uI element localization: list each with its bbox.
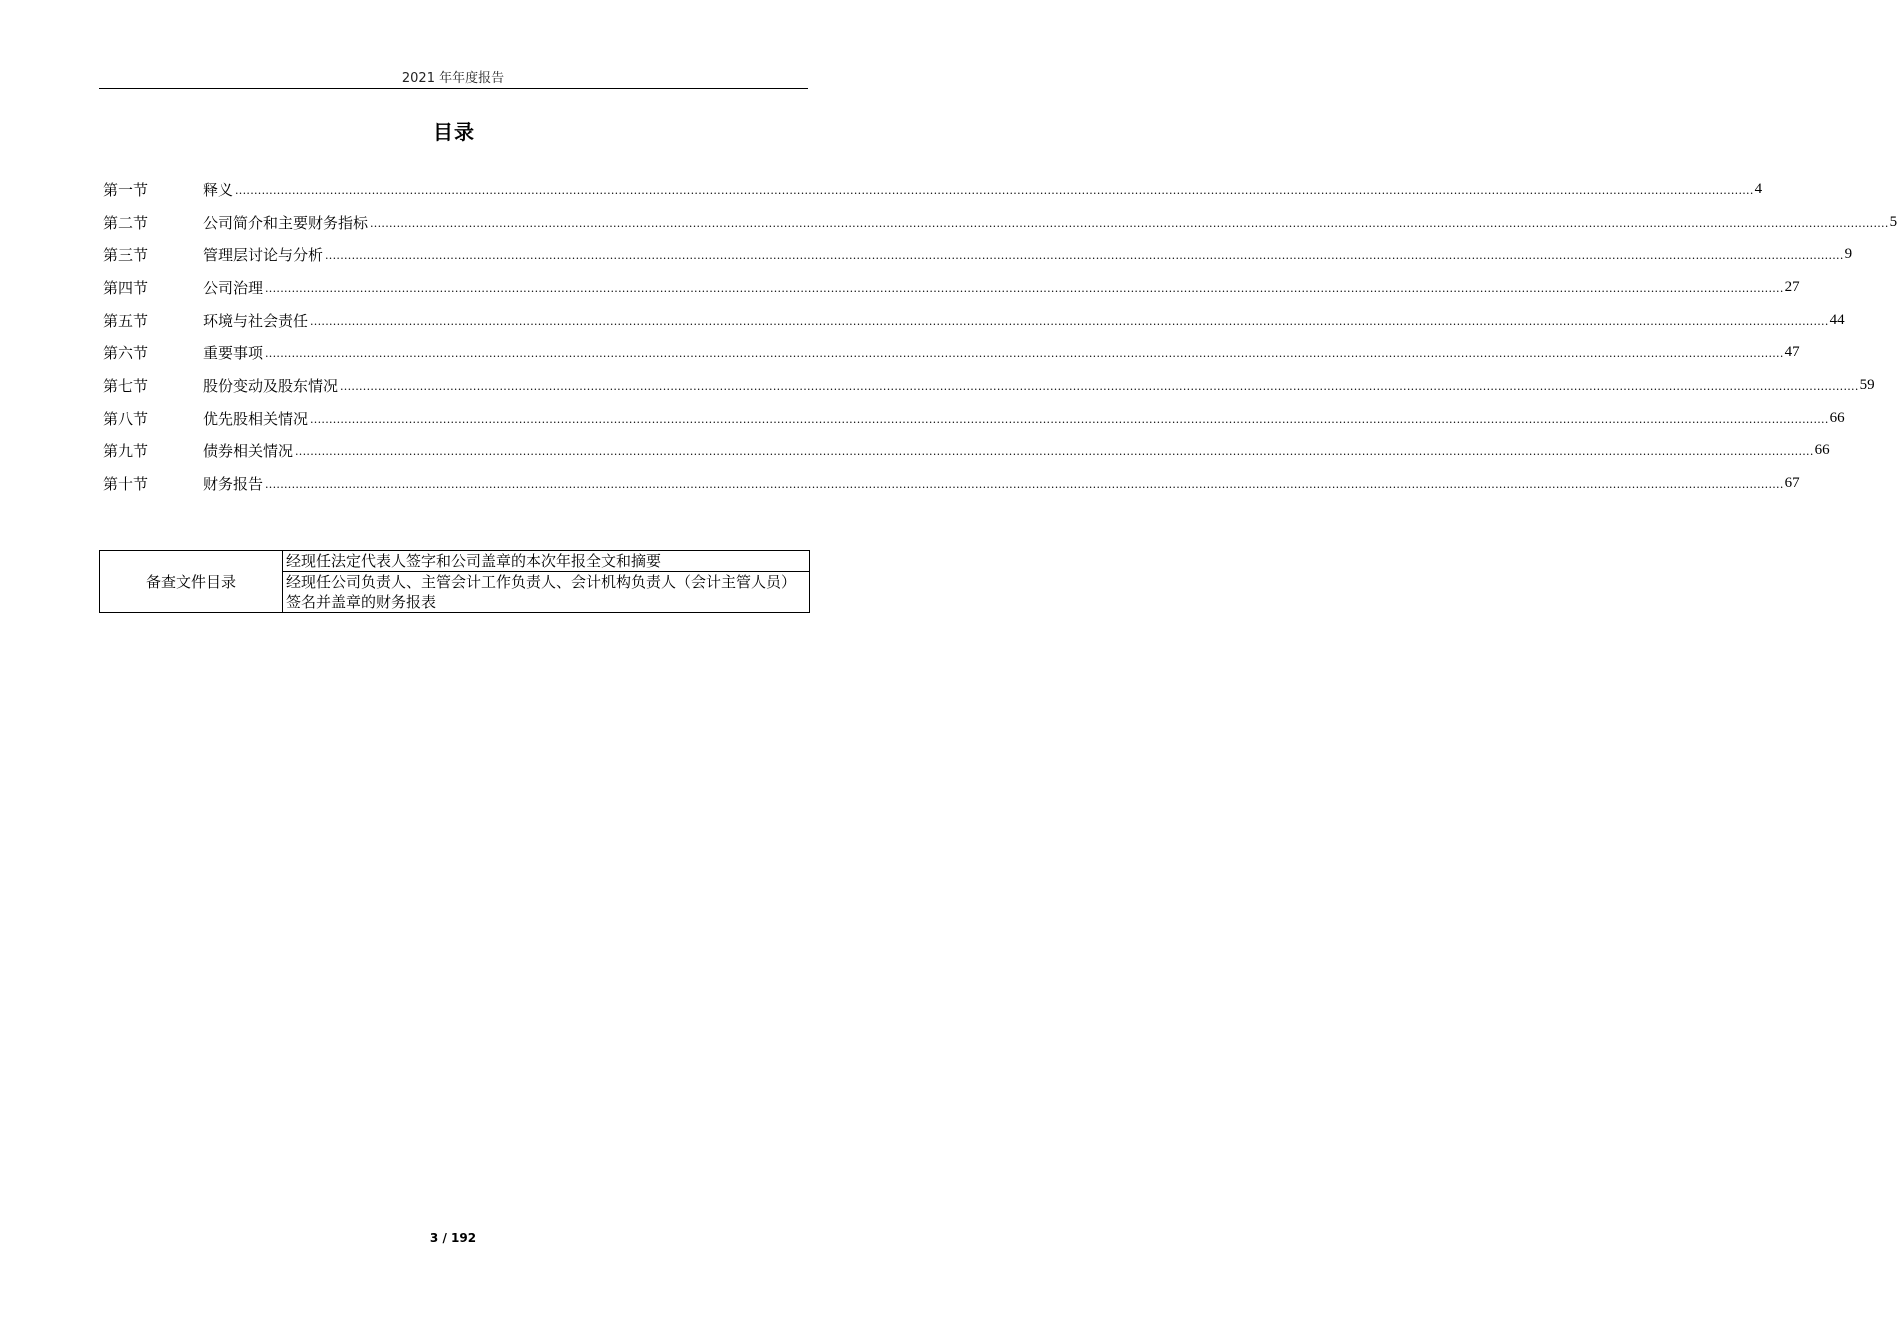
header-divider [99, 88, 808, 89]
toc-section-number: 第一节 [103, 180, 149, 199]
table-row [100, 551, 810, 572]
toc-section-number: 第八节 [103, 409, 149, 428]
toc-section-number: 第七节 [103, 376, 149, 395]
toc-page-number: 4 [1754, 180, 1763, 197]
toc-entry[interactable] [103, 336, 1800, 369]
toc-section-number: 第十节 [103, 475, 149, 494]
toc-dot-leader: ................................................................................................................................................................................................................................................................................................................................................................................................................ [235, 183, 1754, 197]
toc-dot-leader: ................................................................................................................................................................................................................................................................................................................................................................................................................ [295, 445, 1814, 459]
toc-page-number: 9 [1844, 246, 1853, 263]
toc-section-title: 股份变动及股东情况 [203, 376, 339, 395]
toc-section-title: 财务报告 [203, 475, 264, 494]
toc-entry[interactable] [103, 206, 1897, 239]
toc-page-number: 44 [1829, 311, 1845, 328]
toc-section-title: 优先股相关情况 [203, 409, 309, 428]
toc-dot-leader: ................................................................................................................................................................................................................................................................................................................................................................................................................ [340, 379, 1859, 393]
toc-dot-leader: ................................................................................................................................................................................................................................................................................................................................................................................................................ [370, 216, 1889, 230]
toc-section-title: 释义 [203, 180, 234, 199]
toc-dot-leader: ................................................................................................................................................................................................................................................................................................................................................................................................................ [265, 478, 1784, 492]
toc-page-number: 66 [1829, 409, 1845, 426]
toc-dot-leader: ................................................................................................................................................................................................................................................................................................................................................................................................................ [310, 412, 1829, 426]
toc-page-number: 47 [1784, 344, 1800, 361]
toc-dot-leader: ................................................................................................................................................................................................................................................................................................................................................................................................................ [325, 249, 1844, 263]
toc-dot-leader: ................................................................................................................................................................................................................................................................................................................................................................................................................ [265, 347, 1784, 361]
toc-page-number: 66 [1814, 442, 1830, 459]
toc-entry[interactable] [103, 238, 1853, 271]
toc-page-number: 67 [1784, 475, 1800, 492]
toc-section-number: 第九节 [103, 442, 149, 461]
toc-entry[interactable] [103, 467, 1800, 500]
toc-entry[interactable] [103, 304, 1845, 337]
toc-page-number: 5 [1889, 213, 1897, 230]
page-title: 目录 [433, 120, 475, 144]
reference-docs-label: 备查文件目录 [100, 551, 283, 613]
toc-entry[interactable] [103, 173, 1763, 206]
toc-entry[interactable] [103, 402, 1845, 435]
toc-section-number: 第二节 [103, 213, 149, 232]
toc-section-number: 第四节 [103, 278, 149, 297]
toc-section-title: 管理层讨论与分析 [203, 246, 324, 265]
toc-section-title: 环境与社会责任 [203, 311, 309, 330]
toc-section-number: 第三节 [103, 246, 149, 265]
toc-section-title: 重要事项 [203, 344, 264, 363]
reference-documents-table [99, 550, 810, 613]
table-of-contents [103, 173, 1897, 500]
toc-page-number: 59 [1859, 376, 1875, 393]
toc-section-title: 债券相关情况 [203, 442, 294, 461]
toc-section-title: 公司治理 [203, 278, 264, 297]
toc-entry[interactable] [103, 369, 1875, 402]
toc-entry[interactable] [103, 435, 1830, 468]
page-number: 3 / 192 [429, 1231, 477, 1245]
toc-entry[interactable] [103, 271, 1800, 304]
toc-page-number: 27 [1784, 278, 1800, 295]
toc-dot-leader: ................................................................................................................................................................................................................................................................................................................................................................................................................ [265, 281, 1784, 295]
toc-section-title: 公司简介和主要财务指标 [203, 213, 369, 232]
toc-section-number: 第五节 [103, 311, 149, 330]
toc-dot-leader: ................................................................................................................................................................................................................................................................................................................................................................................................................ [310, 314, 1829, 328]
running-header: 2021 年年度报告 [401, 71, 505, 86]
reference-doc-item: 经现任公司负责人、主管会计工作负责人、会计机构负责人（会计主管人员）签名并盖章的财务报表 [283, 572, 810, 613]
toc-section-number: 第六节 [103, 344, 149, 363]
reference-doc-item: 经现任法定代表人签字和公司盖章的本次年报全文和摘要 [283, 551, 810, 572]
